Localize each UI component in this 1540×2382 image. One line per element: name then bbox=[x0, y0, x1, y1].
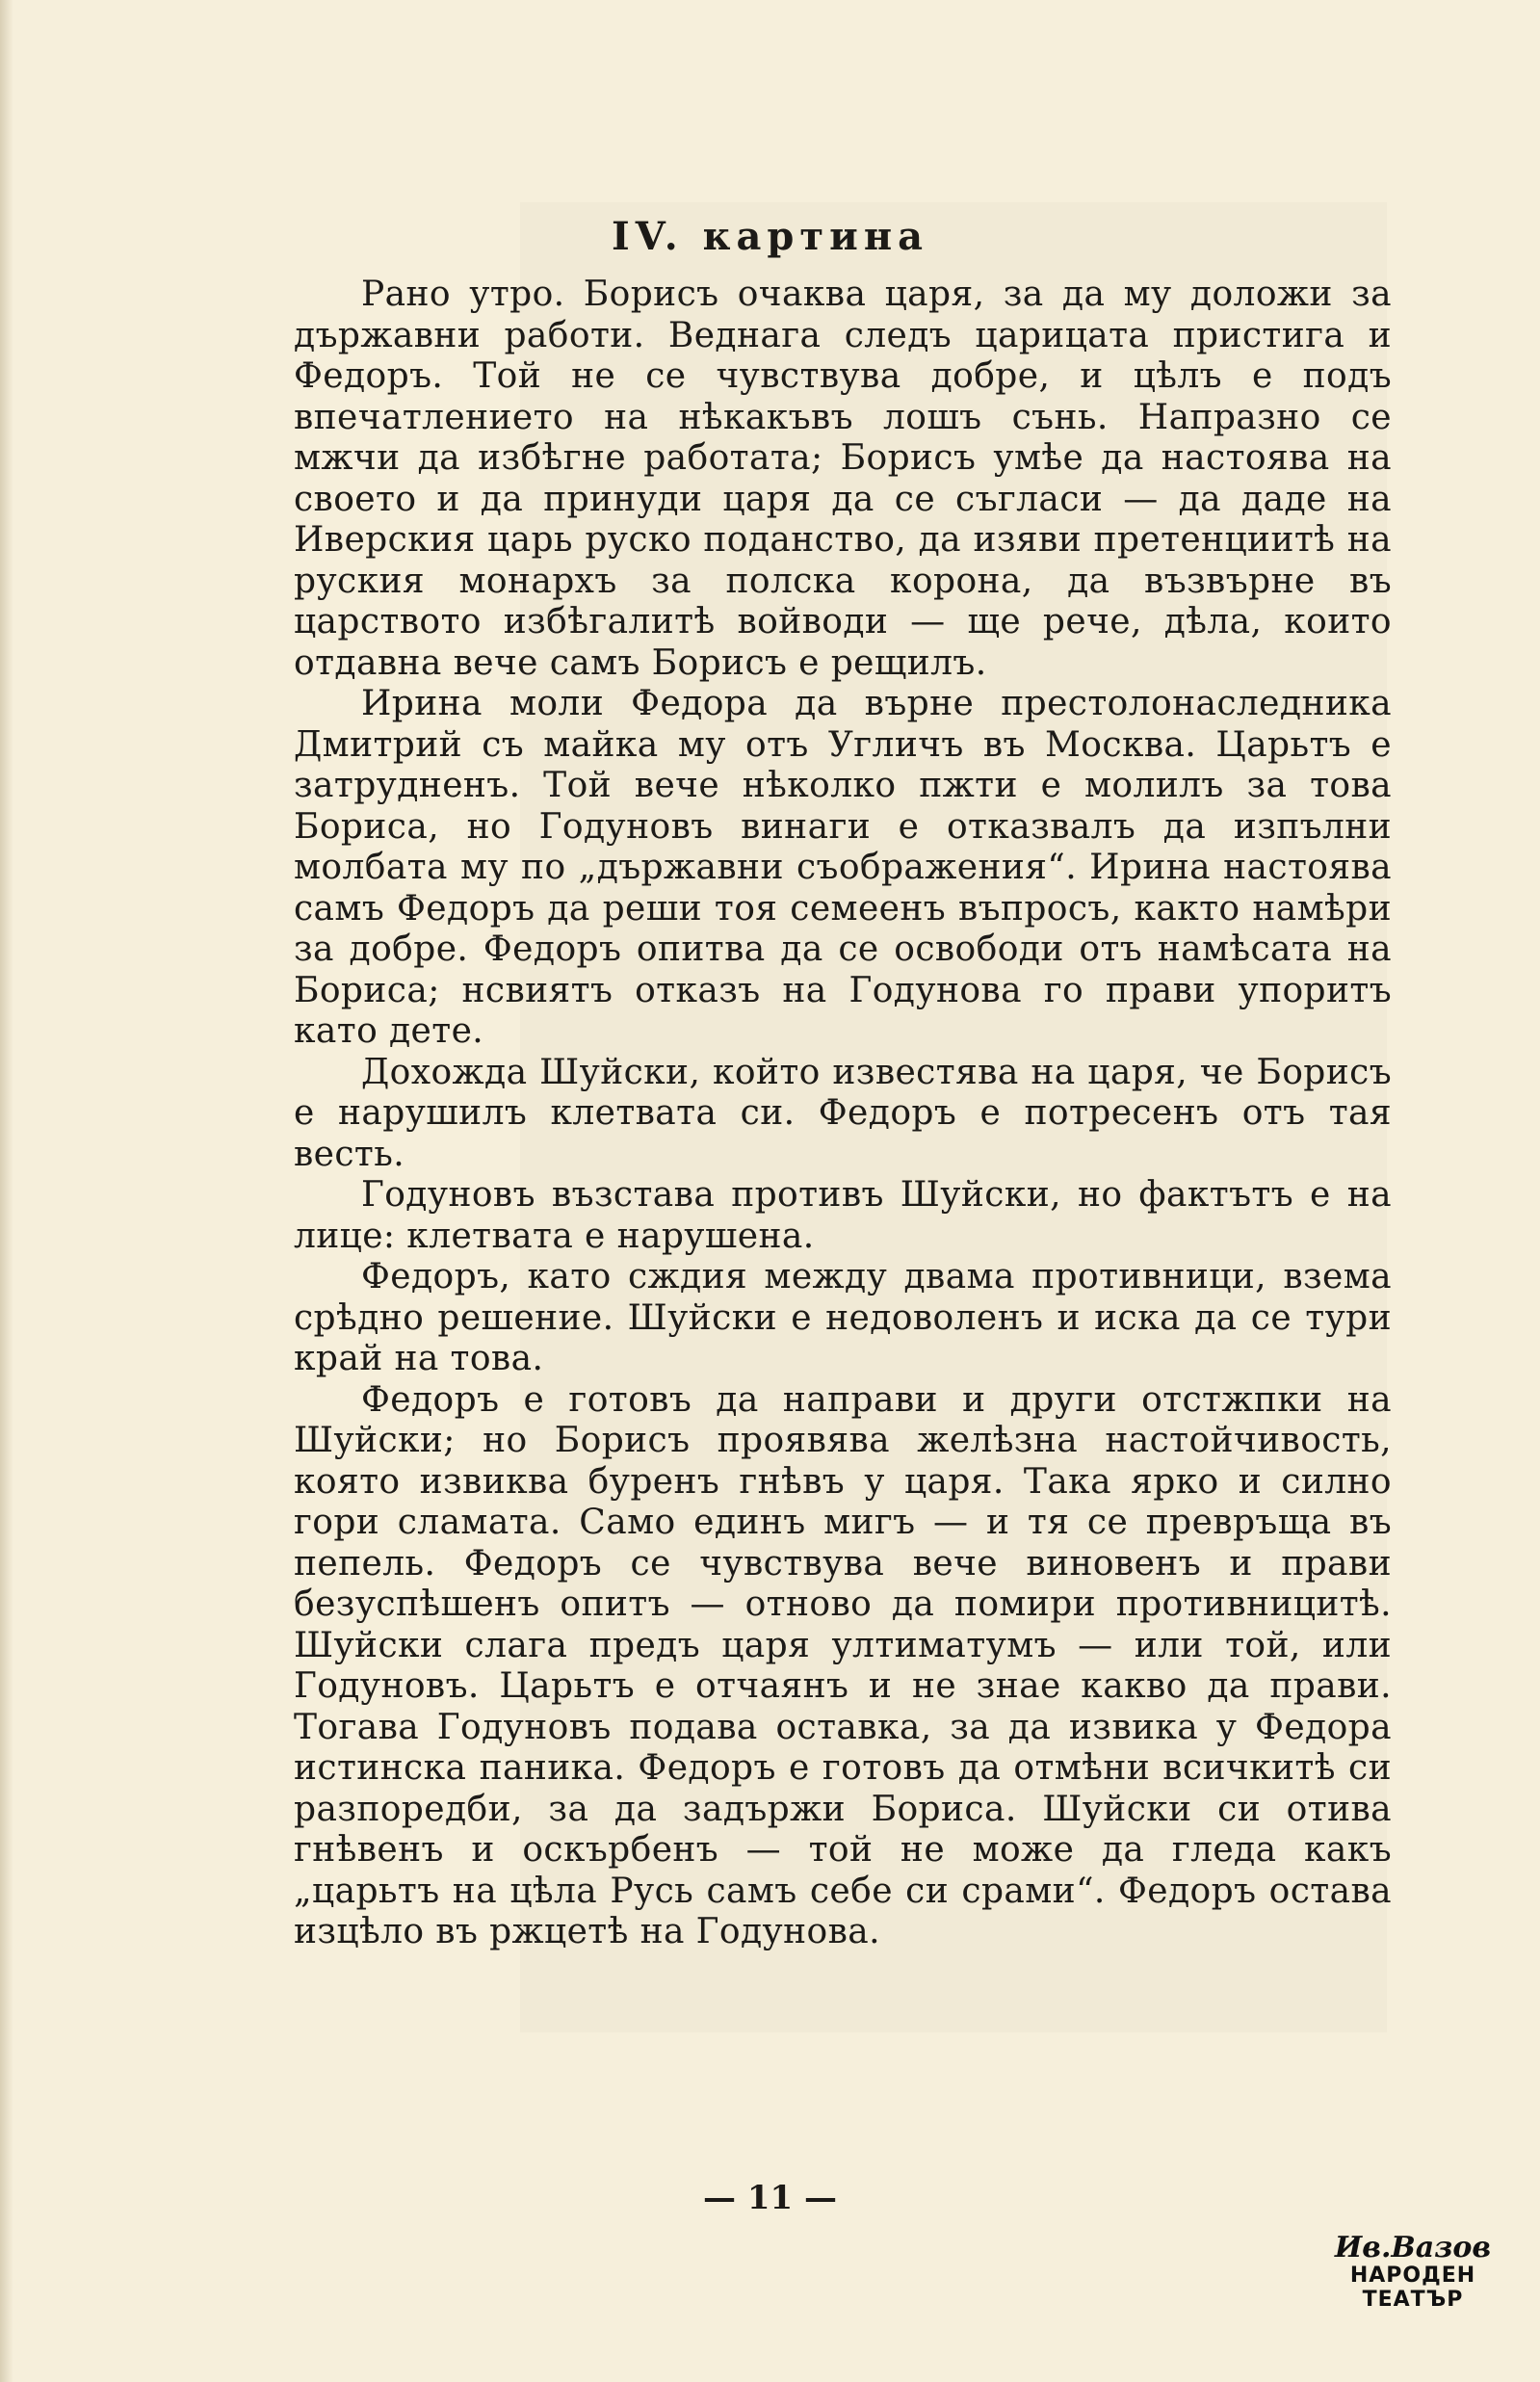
paragraph-1: Рано утро. Борисъ очаква царя, за да му доложи за държавни работи. Веднага следъ царицата пристига и Федоръ. Той не се чувствува добре, и цѣлъ е подъ впечатлението на нѣкакъвъ лошъ сънь. Напразно се мжчи да избѣгне работата; Борисъ умѣе да настоява на своето и да принуди царя да се съгласи — да даде на Иверския царь руско поданство, да изяви претенциитѣ на руския монархъ за полска корона, да възвърне въ царството избѣгалитѣ войводи — ще рече, дѣла, които отдавна вече самъ Борисъ е рещилъ. bbox=[294, 275, 1392, 683]
page-number: — 11 — bbox=[703, 2179, 837, 2217]
paragraph-2: Ирина моли Федора да върне престолонаследника Дмитрий съ майка му отъ Угличъ въ Москва. Царьтъ е затрудненъ. Той вече нѣколко пжти е молилъ за това Бориса, но Годуновъ винаги е отказвалъ да изпълни молбата му по „държавни съображения“. Ирина настоява самъ Федоръ да реши тоя семеенъ въпросъ, както намѣри за добре. Федоръ опитва да се освободи отъ намѣсата на Бориса; нсвиятъ отказъ на Годунова го прави упоритъ като дете. bbox=[294, 684, 1392, 1051]
body-text bbox=[294, 275, 1392, 1953]
paragraph-6: Федоръ е готовъ да направи и други отстжпки на Шуйски; но Борисъ проявява желѣзна настойчивость, която извиква буренъ гнѣвъ у царя. Така ярко и силно гори сламата. Само единъ мигъ — и тя се превръща въ пепель. Федоръ се чувствува вече виновенъ и прави безуспѣшенъ опитъ — отново да помири противницитѣ. Шуйски слага предъ царя ултиматумъ — или той, или Годуновъ. Царьтъ е отчаянъ и не знае какво да прави. Тогава Годуновъ подава оставка, за да извика у Федора истинска паника. Федоръ е готовъ да отмѣни всичкитѣ си разпоредби, за да задържи Бориса. Шуйски си отива гнѣвенъ и оскърбенъ — той не може да гледа какъ „царьтъ на цѣла Русь самъ себе си срами“. Федоръ остава изцѣло въ ржцетѣ на Годунова. bbox=[294, 1379, 1392, 1951]
paragraph-5: Федоръ, като сждия между двама противници, взема срѣдно решение. Шуйски е недоволенъ и иска да се тури край на това. bbox=[294, 1257, 1392, 1378]
logo-line-2: ТЕАТЪР bbox=[1362, 2288, 1464, 2312]
paragraph-4: Годуновъ възстава противъ Шуйски, но фактътъ е на лице: клетвата е нарушена. bbox=[294, 1175, 1392, 1256]
logo-signature: Ив.Вазов bbox=[1334, 2231, 1492, 2264]
logo-line-1: НАРОДЕН bbox=[1349, 2264, 1476, 2288]
paragraph-3: Дохожда Шуйски, който известява на царя, че Борисъ е нарушилъ клетвата си. Федоръ е потресенъ отъ тая весть. bbox=[294, 1052, 1392, 1174]
section-heading: IV. картина bbox=[611, 214, 929, 259]
theatre-logo bbox=[1331, 2233, 1495, 2324]
page-edge-shadow bbox=[0, 0, 13, 2382]
